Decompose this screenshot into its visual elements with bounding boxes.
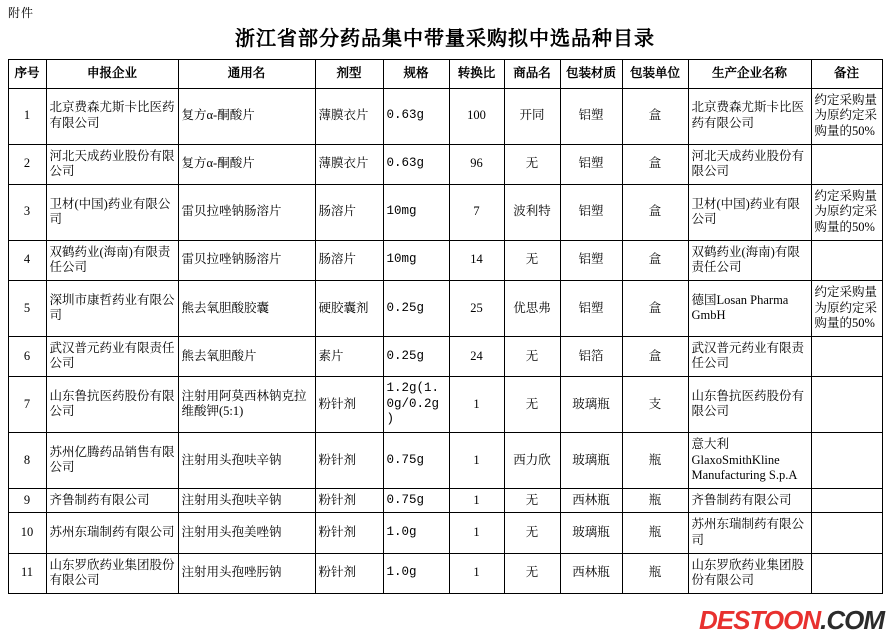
cell-conversion-ratio: 1 <box>449 553 504 593</box>
cell-remark <box>811 513 882 553</box>
cell-company: 武汉普元药业有限责任公司 <box>46 336 178 376</box>
cell-remark <box>811 336 882 376</box>
cell-specification: 1.0g <box>383 553 449 593</box>
cell-seq: 4 <box>8 240 46 280</box>
procurement-table <box>8 59 883 594</box>
cell-company: 河北天成药业股份有限公司 <box>46 144 178 184</box>
cell-company: 苏州亿腾药品销售有限公司 <box>46 432 178 488</box>
cell-brand-name: 无 <box>504 488 560 513</box>
cell-seq: 2 <box>8 144 46 184</box>
cell-conversion-ratio: 25 <box>449 280 504 336</box>
cell-conversion-ratio: 1 <box>449 488 504 513</box>
cell-dosage-form: 素片 <box>315 336 383 376</box>
cell-dosage-form: 肠溶片 <box>315 240 383 280</box>
cell-package-unit: 瓶 <box>622 513 688 553</box>
cell-brand-name: 无 <box>504 240 560 280</box>
cell-specification: 0.75g <box>383 432 449 488</box>
table-row <box>8 280 882 336</box>
cell-remark <box>811 553 882 593</box>
cell-package-material: 铝塑 <box>560 144 622 184</box>
cell-dosage-form: 粉针剂 <box>315 432 383 488</box>
cell-company: 齐鲁制药有限公司 <box>46 488 178 513</box>
cell-manufacturer: 齐鲁制药有限公司 <box>688 488 811 513</box>
cell-company: 北京费森尤斯卡比医药有限公司 <box>46 88 178 144</box>
cell-brand-name: 无 <box>504 377 560 433</box>
table-row <box>8 144 882 184</box>
cell-specification: 0.25g <box>383 336 449 376</box>
column-header-dosage-form: 剂型 <box>315 60 383 89</box>
cell-package-material: 西林瓶 <box>560 553 622 593</box>
cell-conversion-ratio: 24 <box>449 336 504 376</box>
cell-generic-name: 注射用头孢呋辛钠 <box>178 432 315 488</box>
cell-manufacturer: 意大利GlaxoSmithKline Manufacturing S.p.A <box>688 432 811 488</box>
cell-generic-name: 注射用头孢呋辛钠 <box>178 488 315 513</box>
cell-seq: 1 <box>8 88 46 144</box>
cell-generic-name: 熊去氧胆酸胶囊 <box>178 280 315 336</box>
cell-generic-name: 注射用阿莫西林钠克拉维酸钾(5:1) <box>178 377 315 433</box>
table-row <box>8 240 882 280</box>
cell-generic-name: 熊去氧胆酸片 <box>178 336 315 376</box>
table-row <box>8 88 882 144</box>
column-header-package-unit: 包装单位 <box>622 60 688 89</box>
column-header-conversion-ratio: 转换比 <box>449 60 504 89</box>
cell-remark <box>811 144 882 184</box>
cell-seq: 10 <box>8 513 46 553</box>
cell-package-unit: 支 <box>622 377 688 433</box>
cell-package-unit: 盒 <box>622 280 688 336</box>
cell-manufacturer: 德国Losan Pharma GmbH <box>688 280 811 336</box>
cell-brand-name: 西力欣 <box>504 432 560 488</box>
cell-brand-name: 优思弗 <box>504 280 560 336</box>
cell-dosage-form: 粉针剂 <box>315 553 383 593</box>
cell-conversion-ratio: 7 <box>449 184 504 240</box>
cell-package-material: 玻璃瓶 <box>560 432 622 488</box>
cell-company: 山东罗欣药业集团股份有限公司 <box>46 553 178 593</box>
cell-company: 卫材(中国)药业有限公司 <box>46 184 178 240</box>
column-header-generic-name: 通用名 <box>178 60 315 89</box>
cell-brand-name: 无 <box>504 336 560 376</box>
cell-package-material: 铝塑 <box>560 88 622 144</box>
cell-package-material: 玻璃瓶 <box>560 377 622 433</box>
table-row <box>8 432 882 488</box>
cell-specification: 10mg <box>383 240 449 280</box>
cell-package-material: 铝塑 <box>560 280 622 336</box>
cell-brand-name: 波利特 <box>504 184 560 240</box>
cell-remark <box>811 377 882 433</box>
cell-specification: 0.75g <box>383 488 449 513</box>
cell-conversion-ratio: 100 <box>449 88 504 144</box>
cell-seq: 6 <box>8 336 46 376</box>
cell-company: 山东鲁抗医药股份有限公司 <box>46 377 178 433</box>
cell-package-unit: 瓶 <box>622 488 688 513</box>
cell-manufacturer: 河北天成药业股份有限公司 <box>688 144 811 184</box>
cell-package-material: 铝塑 <box>560 184 622 240</box>
cell-package-unit: 盒 <box>622 88 688 144</box>
cell-dosage-form: 薄膜衣片 <box>315 88 383 144</box>
cell-company: 深圳市康哲药业有限公司 <box>46 280 178 336</box>
cell-specification: 10mg <box>383 184 449 240</box>
page-title: 浙江省部分药品集中带量采购拟中选品种目录 <box>235 28 655 50</box>
table-row <box>8 488 882 513</box>
column-header-seq: 序号 <box>8 60 46 89</box>
attachment-label: 附件 <box>8 6 35 20</box>
cell-generic-name: 注射用头孢美唑钠 <box>178 513 315 553</box>
cell-conversion-ratio: 1 <box>449 377 504 433</box>
cell-conversion-ratio: 1 <box>449 513 504 553</box>
column-header-package-material: 包装材质 <box>560 60 622 89</box>
cell-specification: 0.25g <box>383 280 449 336</box>
cell-brand-name: 开同 <box>504 88 560 144</box>
cell-package-unit: 瓶 <box>622 432 688 488</box>
cell-generic-name: 雷贝拉唑钠肠溶片 <box>178 184 315 240</box>
table-row <box>8 553 882 593</box>
table-row <box>8 184 882 240</box>
cell-remark: 约定采购量为原约定采购量的50% <box>811 184 882 240</box>
cell-seq: 8 <box>8 432 46 488</box>
cell-manufacturer: 北京费森尤斯卡比医药有限公司 <box>688 88 811 144</box>
cell-remark <box>811 240 882 280</box>
cell-dosage-form: 薄膜衣片 <box>315 144 383 184</box>
cell-seq: 11 <box>8 553 46 593</box>
cell-package-material: 西林瓶 <box>560 488 622 513</box>
cell-manufacturer: 山东鲁抗医药股份有限公司 <box>688 377 811 433</box>
cell-seq: 3 <box>8 184 46 240</box>
cell-remark: 约定采购量为原约定采购量的50% <box>811 280 882 336</box>
cell-brand-name: 无 <box>504 513 560 553</box>
cell-manufacturer: 双鹤药业(海南)有限责任公司 <box>688 240 811 280</box>
cell-package-unit: 盒 <box>622 144 688 184</box>
cell-seq: 7 <box>8 377 46 433</box>
cell-brand-name: 无 <box>504 144 560 184</box>
cell-generic-name: 复方α-酮酸片 <box>178 144 315 184</box>
cell-package-unit: 盒 <box>622 336 688 376</box>
cell-conversion-ratio: 1 <box>449 432 504 488</box>
cell-conversion-ratio: 96 <box>449 144 504 184</box>
cell-conversion-ratio: 14 <box>449 240 504 280</box>
cell-package-unit: 盒 <box>622 240 688 280</box>
table-header-row <box>8 60 882 89</box>
cell-package-material: 玻璃瓶 <box>560 513 622 553</box>
cell-dosage-form: 硬胶囊剂 <box>315 280 383 336</box>
cell-dosage-form: 粉针剂 <box>315 488 383 513</box>
cell-package-material: 铝箔 <box>560 336 622 376</box>
cell-specification: 1.0g <box>383 513 449 553</box>
cell-remark: 约定采购量为原约定采购量的50% <box>811 88 882 144</box>
cell-package-material: 铝塑 <box>560 240 622 280</box>
cell-company: 双鹤药业(海南)有限责任公司 <box>46 240 178 280</box>
cell-manufacturer: 卫材(中国)药业有限公司 <box>688 184 811 240</box>
column-header-manufacturer: 生产企业名称 <box>688 60 811 89</box>
cell-specification: 0.63g <box>383 88 449 144</box>
table-row <box>8 377 882 433</box>
cell-generic-name: 复方α-酮酸片 <box>178 88 315 144</box>
cell-remark <box>811 488 882 513</box>
cell-specification: 1.2g(1.0g/0.2g) <box>383 377 449 433</box>
cell-dosage-form: 肠溶片 <box>315 184 383 240</box>
cell-generic-name: 雷贝拉唑钠肠溶片 <box>178 240 315 280</box>
table-row <box>8 513 882 553</box>
site-watermark <box>699 605 884 636</box>
cell-manufacturer: 苏州东瑞制药有限公司 <box>688 513 811 553</box>
cell-package-unit: 瓶 <box>622 553 688 593</box>
cell-generic-name: 注射用头孢唑肟钠 <box>178 553 315 593</box>
cell-manufacturer: 山东罗欣药业集团股份有限公司 <box>688 553 811 593</box>
cell-package-unit: 盒 <box>622 184 688 240</box>
watermark-secondary-text: .COM <box>820 605 884 635</box>
column-header-brand-name: 商品名 <box>504 60 560 89</box>
cell-brand-name: 无 <box>504 553 560 593</box>
cell-remark <box>811 432 882 488</box>
column-header-specification: 规格 <box>383 60 449 89</box>
cell-dosage-form: 粉针剂 <box>315 513 383 553</box>
column-header-remark: 备注 <box>811 60 882 89</box>
watermark-primary-text: DESTOON <box>699 605 821 635</box>
cell-dosage-form: 粉针剂 <box>315 377 383 433</box>
cell-specification: 0.63g <box>383 144 449 184</box>
table-row <box>8 336 882 376</box>
cell-manufacturer: 武汉普元药业有限责任公司 <box>688 336 811 376</box>
cell-seq: 5 <box>8 280 46 336</box>
column-header-company: 申报企业 <box>46 60 178 89</box>
cell-seq: 9 <box>8 488 46 513</box>
cell-company: 苏州东瑞制药有限公司 <box>46 513 178 553</box>
